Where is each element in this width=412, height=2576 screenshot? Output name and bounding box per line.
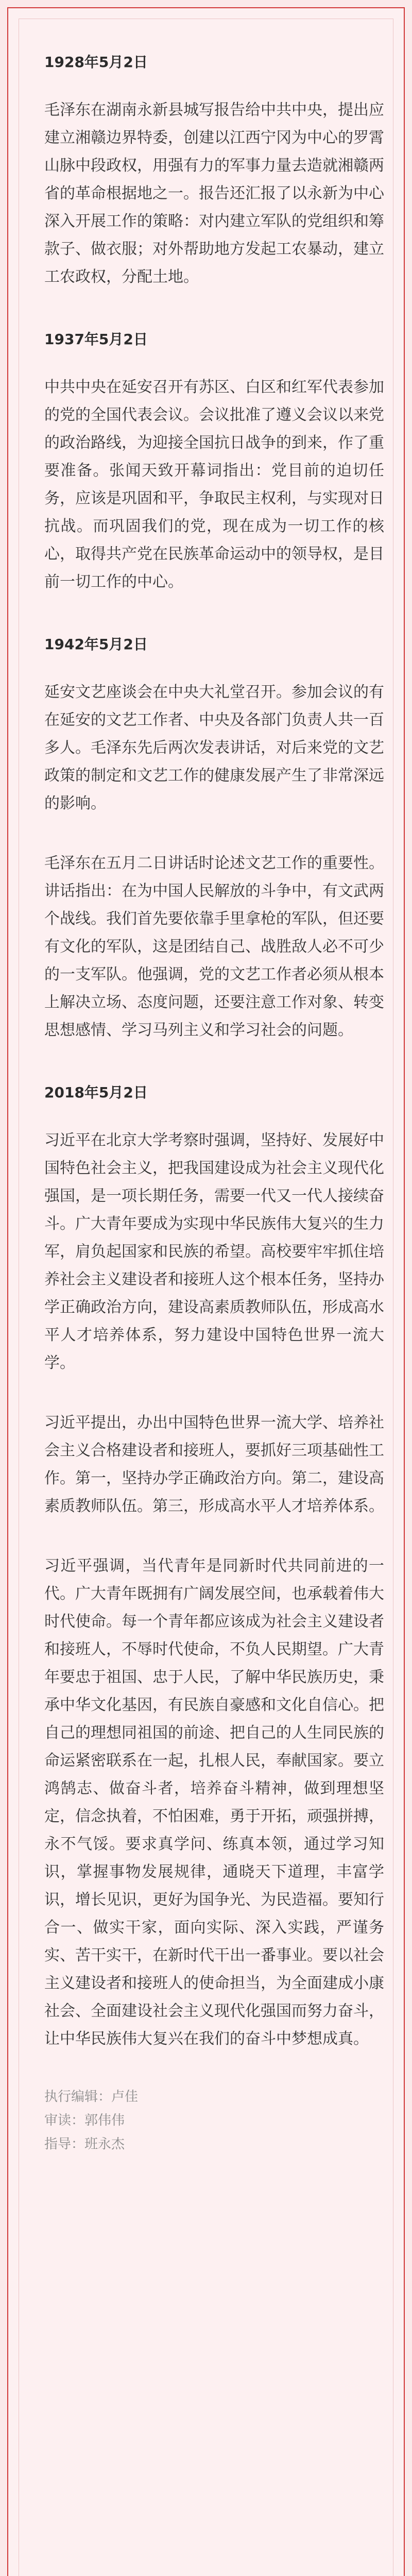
credit-name: 卢佳: [111, 2089, 139, 2105]
paragraph: 中共中央在延安召开有苏区、白区和红军代表参加的党的全国代表会议。会议批准了遵义会议以来党的政治路线，为迎接全国抗日战争的到来，作了重要准备。张闻天致开幕词指出：党目前的迫切任务，应该是巩固和平，争取民主权利，与实现对日抗战。而巩固我们的党，现在成为一切工作的核心，取得共产党在民族革命运动中的领导权，是目前一切工作的中心。: [44, 378, 384, 591]
article-content: [44, 52, 384, 2156]
section-date: 1942年5月2日: [44, 636, 148, 653]
credit-advisor: [44, 2132, 384, 2156]
credit-name: 班永杰: [84, 2137, 125, 2152]
section-1942: [44, 634, 384, 1044]
section-date: 1928年5月2日: [44, 54, 148, 71]
credit-separator: ：: [98, 2089, 112, 2105]
page-frame: [7, 7, 405, 2576]
credit-label: 审读: [44, 2113, 72, 2128]
credit-label: 指导: [44, 2137, 72, 2152]
paragraph: 习近平提出，办出中国特色世界一流大学、培养社会主义合格建设者和接班人，要抓好三项基础性工作。第一，坚持办学正确政治方向。第二，建设高素质教师队伍。第三，形成高水平人才培养体系。: [44, 1414, 384, 1515]
section-1937: [44, 329, 384, 596]
credit-proofreader: [44, 2109, 384, 2132]
credits: [44, 2085, 384, 2156]
credit-label: 执行编辑: [44, 2089, 98, 2105]
section-1928: [44, 52, 384, 291]
paragraph: 习近平在北京大学考察时强调，坚持好、发展好中国特色社会主义，把我国建设成为社会主义现代化强国，是一项长期任务，需要一代又一代人接续奋斗。广大青年要成为实现中华民族伟大复兴的生力军，肩负起国家和民族的希望。高校要牢牢抓住培养社会主义建设者和接班人这个根本任务，坚持办学正确政治方向，建设高素质教师队伍，形成高水平人才培养体系，努力建设中国特色世界一流大学。: [44, 1131, 384, 1372]
credit-executive-editor: [44, 2085, 384, 2109]
paragraph: 延安文艺座谈会在中央大礼堂召开。参加会议的有在延安的文艺工作者、中央及各部门负责人共一百多人。毛泽东先后两次发表讲话，对后来党的文艺政策的制定和文艺工作的健康发展产生了非常深远的影响。: [44, 683, 384, 812]
section-date: 2018年5月2日: [44, 1084, 148, 1101]
paragraph: 习近平强调，当代青年是同新时代共同前进的一代。广大青年既拥有广阔发展空间，也承载着伟大时代使命。每一个青年都应该成为社会主义建设者和接班人，不辱时代使命，不负人民期望。广大青年要忠于祖国、忠于人民，了解中华民族历史，秉承中华文化基因，有民族自豪感和文化自信心。把自己的理想同祖国的前途、把自己的人生同民族的命运紧密联系在一起，扎根人民，奉献国家。要立鸿鹄志、做奋斗者，培养奋斗精神，做到理想坚定，信念执着，不怕困难，勇于开拓，顽强拼搏，永不气馁。要求真学问、练真本领，通过学习知识，掌握事物发展规律，通晓天下道理，丰富学识，增长见识，更好为国争光、为民造福。要知行合一、做实干家，面向实际、深入实践，严谨务实、苦干实干，在新时代干出一番事业。要以社会主义建设者和接班人的使命担当，为全面建成小康社会、全面建设社会主义现代化强国而努力奋斗，让中华民族伟大复兴在我们的奋斗中梦想成真。: [44, 1557, 384, 2048]
credit-separator: ：: [71, 2113, 85, 2128]
credit-name: 郭伟伟: [84, 2113, 125, 2128]
section-date: 1937年5月2日: [44, 331, 148, 348]
paragraph: 毛泽东在湖南永新县城写报告给中共中央，提出应建立湘赣边界特委，创建以江西宁冈为中心的罗霄山脉中段政权，用强有力的军事力量去造就湘赣两省的革命根据地之一。报告还汇报了以永新为中心深入开展工作的策略：对内建立军队的党组织和筹款子、做衣服；对外帮助地方发起工农暴动，建立工农政权，分配土地。: [44, 101, 384, 286]
paragraph: 毛泽东在五月二日讲话时论述文艺工作的重要性。讲话指出：在为中国人民解放的斗争中，有文武两个战线。我们首先要依靠手里拿枪的军队，但还要有文化的军队，这是团结自己、战胜敌人必不可少的一支军队。他强调，党的文艺工作者必须从根本上解决立场、态度问题，还要注意工作对象、转变思想感情、学习马列主义和学习社会的问题。: [44, 854, 384, 1039]
credit-separator: ：: [71, 2137, 85, 2152]
section-2018: [44, 1082, 384, 2053]
